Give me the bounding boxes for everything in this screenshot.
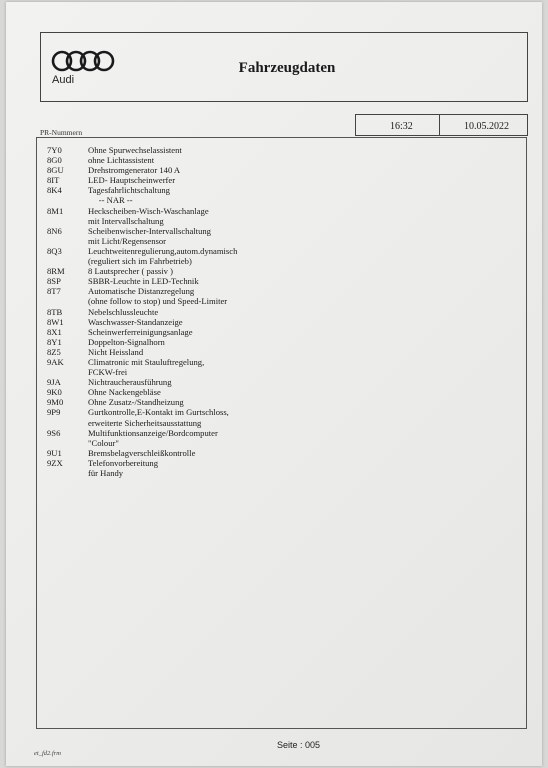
pr-description: Automatische Distanzregelung	[88, 286, 195, 297]
pr-code	[47, 296, 88, 306]
pr-description: Telefonvorbereitung	[88, 457, 159, 468]
pr-code: 8K4	[47, 185, 62, 196]
pr-description: (reguliert sich im Fahrbetrieb)	[88, 256, 192, 267]
list-item	[47, 397, 237, 407]
list-item	[47, 206, 237, 216]
pr-description: Doppelton-Signalhorn	[88, 336, 165, 347]
list-item	[47, 307, 237, 317]
list-item	[47, 276, 237, 286]
page-number: Seite : 005	[276, 740, 321, 750]
list-rows	[47, 145, 237, 478]
pr-description: erweiterte Sicherheitsausstattung	[88, 417, 202, 428]
pr-code	[47, 216, 88, 226]
pr-description: Nichtraucherausführung	[88, 377, 172, 388]
print-time: 16:32	[390, 121, 413, 132]
pr-code: 8Y1	[47, 336, 62, 347]
pr-code: 8T7	[47, 286, 61, 297]
pr-description: (ohne follow to stop) und Speed-Limiter	[88, 296, 228, 307]
pr-code: 8W1	[47, 316, 64, 327]
list-item	[47, 246, 237, 256]
pr-code: 7Y0	[47, 145, 62, 155]
pr-code	[47, 418, 88, 428]
pr-description: 8 Lautsprecher ( passiv )	[88, 266, 173, 277]
list-item	[47, 367, 237, 377]
list-item	[47, 448, 237, 458]
pr-number-list	[36, 137, 527, 729]
list-item	[47, 165, 237, 175]
pr-description: Drehstromgenerator 140 A	[88, 165, 181, 176]
list-item	[47, 236, 237, 246]
pr-description: Leuchtweitenregulierung,autom.dynamisch	[88, 245, 238, 256]
pr-code	[47, 367, 88, 377]
pr-code	[47, 438, 88, 448]
pr-code: 8M1	[47, 205, 64, 216]
list-item	[47, 256, 237, 266]
list-item	[47, 438, 237, 448]
pr-code	[47, 256, 88, 266]
pr-code: 8IT	[47, 175, 60, 186]
pr-code: 8GU	[47, 165, 64, 176]
pr-description: "Colour"	[88, 437, 119, 448]
logo-text: Audi	[52, 74, 75, 86]
pr-description: Bremsbelagverschleißkontrolle	[88, 447, 196, 458]
pr-code: 9S6	[47, 427, 61, 438]
list-item	[47, 195, 237, 205]
column-label: PR-Nummern	[40, 128, 83, 137]
pr-description: Heckscheiben-Wisch-Waschanlage	[88, 205, 209, 216]
pr-description: mit Licht/Regensensor	[88, 235, 167, 246]
pr-code: 8TB	[47, 306, 63, 317]
list-item	[47, 418, 237, 428]
list-item	[47, 226, 237, 236]
pr-description: FCKW-frei	[88, 367, 128, 378]
pr-code: 8SP	[47, 276, 61, 287]
list-item	[47, 216, 237, 226]
pr-description: Ohne Zusatz-/Standheizung	[88, 397, 184, 408]
pr-code	[47, 468, 88, 478]
list-item	[47, 387, 237, 397]
list-item	[47, 155, 237, 165]
pr-code: 9ZX	[47, 457, 63, 468]
list-item	[47, 428, 237, 438]
list-item	[47, 296, 237, 306]
pr-code: 8X1	[47, 326, 62, 337]
pr-description: Tagesfahrlichtschaltung	[88, 185, 170, 196]
pr-code: 8Z5	[47, 346, 61, 357]
pr-description: Multifunktionsanzeige/Bordcomputer	[88, 427, 218, 438]
pr-code: 8RM	[47, 266, 65, 277]
pr-description: Climatronic mit Stauluftregelung,	[88, 356, 205, 367]
list-item	[47, 286, 237, 296]
pr-description: Nebelschlussleuchte	[88, 306, 159, 317]
list-item	[47, 347, 237, 357]
form-filename: et_fd2.frm	[34, 750, 61, 757]
pr-code: 9M0	[47, 397, 64, 408]
pr-description: Nicht Heissland	[88, 346, 144, 357]
pr-description: Ohne Spurwechselassistent	[88, 145, 182, 155]
pr-code: 9P9	[47, 407, 61, 418]
list-item	[47, 458, 237, 468]
pr-description: ohne Lichtassistent	[88, 155, 155, 166]
pr-description: -- NAR --	[88, 195, 133, 206]
pr-code: 9JA	[47, 377, 61, 388]
meta-divider	[439, 115, 440, 135]
pr-description: Scheinwerferreinigungsanlage	[88, 326, 193, 337]
list-item	[47, 327, 237, 337]
pr-description: Waschwasser-Standanzeige	[88, 316, 183, 327]
pr-code: 8N6	[47, 225, 62, 236]
list-item	[47, 357, 237, 367]
pr-description: mit Intervallschaltung	[88, 215, 164, 226]
pr-code: 9K0	[47, 387, 62, 398]
print-date: 10.05.2022	[464, 121, 509, 132]
pr-code: 8Q3	[47, 245, 62, 256]
pr-description: Scheibenwischer-Intervallschaltung	[88, 225, 211, 236]
list-item	[47, 317, 237, 327]
pr-description: LED- Hauptscheinwerfer	[88, 175, 176, 186]
pr-description: SBBR-Leuchte in LED-Technik	[88, 276, 199, 287]
pr-code	[47, 195, 88, 205]
list-item	[47, 175, 237, 185]
document-title: Fahrzeugdaten	[238, 60, 336, 76]
meta-box	[355, 114, 528, 136]
pr-code: 9AK	[47, 356, 64, 367]
pr-description: für Handy	[88, 468, 124, 478]
list-item	[47, 185, 237, 195]
header-box	[40, 32, 528, 102]
list-item	[47, 468, 237, 478]
list-item	[47, 337, 237, 347]
pr-code: 9U1	[47, 447, 62, 458]
pr-description: Ohne Nackengebläse	[88, 387, 161, 398]
pr-code	[47, 236, 88, 246]
list-item	[47, 266, 237, 276]
list-item	[47, 407, 237, 417]
pr-description: Gurtkontrolle,E-Kontakt im Gurtschloss,	[88, 407, 229, 418]
list-item	[47, 145, 237, 155]
list-item	[47, 377, 237, 387]
pr-code: 8G0	[47, 155, 62, 166]
